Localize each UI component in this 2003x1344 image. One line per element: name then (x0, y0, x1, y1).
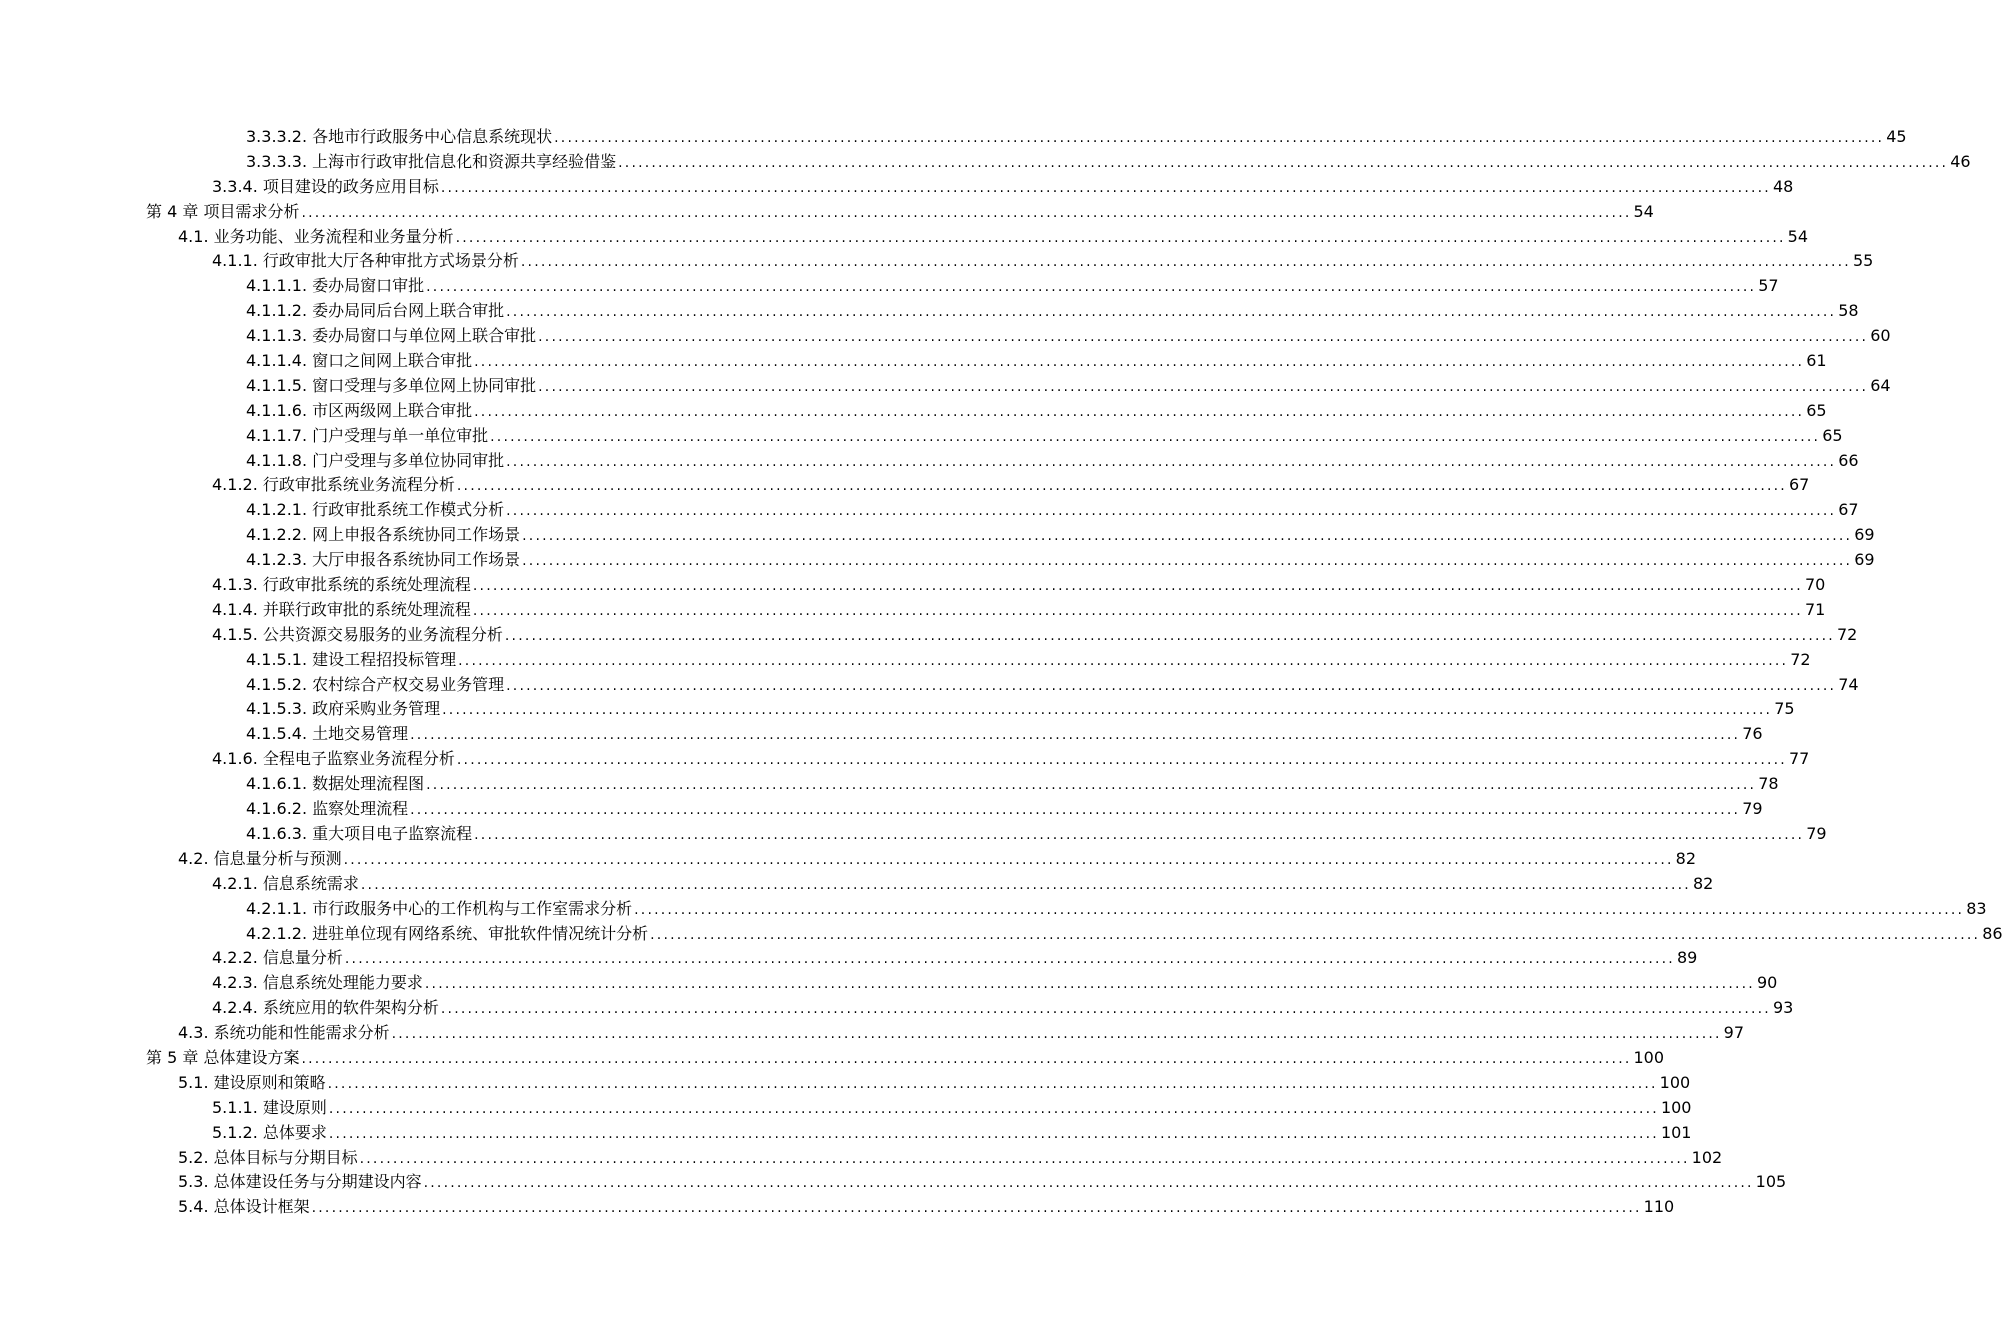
dot-leader: ........................................................................................................................................................................................................ (360, 876, 1691, 893)
dot-leader: ........................................................................................................................................................................................................ (410, 802, 1741, 819)
toc-entry-line (246, 697, 1795, 723)
toc-entry[interactable] (0, 847, 1697, 872)
toc-entry-title: 4.1.6.3. 重大项目电子监察流程 (246, 823, 473, 843)
toc-entry-line (212, 872, 1714, 898)
dot-leader: ........................................................................................................................................................................................................ (343, 851, 1674, 868)
toc-entry-line (246, 648, 1811, 674)
toc-entry[interactable] (0, 1195, 1675, 1220)
toc-entry-line (212, 996, 1794, 1022)
toc-entry-line (178, 1071, 1691, 1097)
dot-leader: ........................................................................................................................................................................................................ (344, 951, 1675, 968)
toc-entry[interactable] (0, 922, 2003, 947)
toc-entry-page-number: 69 (1854, 525, 1875, 545)
toc-entry-line (212, 946, 1698, 972)
toc-entry-title: 5.1.1. 建设原则 (212, 1097, 327, 1117)
toc-entry-page-number: 78 (1758, 774, 1779, 794)
toc-entry-title: 5.1. 建设原则和策略 (178, 1072, 326, 1092)
toc-entry-title: 4.1.5.3. 政府采购业务管理 (246, 699, 441, 719)
dot-leader: ........................................................................................................................................................................................................ (472, 578, 1803, 595)
dot-leader: ........................................................................................................................................................................................................ (538, 378, 1869, 395)
toc-entry-title: 4.1.5.4. 土地交易管理 (246, 724, 409, 744)
dot-leader: ........................................................................................................................................................................................................ (490, 428, 1821, 445)
dot-leader: ........................................................................................................................................................................................................ (424, 976, 1755, 993)
dot-leader: ........................................................................................................................................................................................................ (618, 154, 1949, 171)
toc-entry-page-number: 72 (1836, 624, 1858, 644)
toc-entry-line (212, 598, 1826, 624)
toc-entry-title: 4.1.1.3. 委办局窗口与单位网上联合审批 (246, 326, 537, 346)
toc-entry-title: 3.3.3.2. 各地市行政服务中心信息系统现状 (246, 127, 553, 146)
toc-entry[interactable] (0, 349, 1827, 374)
toc-entry-title: 4.1.6.2. 监察处理流程 (246, 799, 409, 819)
toc-entry-page-number: 72 (1790, 649, 1811, 669)
toc-entry[interactable] (0, 623, 1858, 648)
toc-entry-title: 4.1.1. 行政审批大厅各种审批方式场景分析 (212, 251, 519, 271)
toc-entry-line (178, 847, 1697, 873)
toc-entry-line (246, 399, 1827, 425)
toc-entry-page-number: 66 (1838, 450, 1859, 470)
toc-entry-page-number: 82 (1692, 873, 1714, 893)
toc-entry[interactable] (0, 598, 1826, 623)
toc-entry-line (212, 473, 1810, 499)
toc-entry-line (246, 523, 1875, 549)
toc-entry-page-number: 74 (1838, 674, 1859, 694)
toc-entry[interactable] (0, 200, 1654, 225)
toc-entry-page-number: 57 (1758, 276, 1779, 296)
toc-entry[interactable] (0, 498, 1859, 523)
toc-entry-page-number: 67 (1788, 475, 1810, 495)
toc-entry-page-number: 48 (1772, 176, 1794, 196)
toc-entry[interactable] (0, 996, 1794, 1021)
dot-leader: ........................................................................................................................................................................................................ (359, 1150, 1690, 1167)
toc-entry-line (246, 822, 1827, 848)
toc-entry-page-number: 90 (1756, 973, 1778, 993)
toc-entry-page-number: 102 (1691, 1147, 1723, 1167)
toc-entry-title: 4.1.6. 全程电子监察业务流程分析 (212, 749, 455, 769)
dot-leader: ........................................................................................................................................................................................................ (442, 702, 1773, 719)
toc-entry-line (246, 922, 2003, 948)
toc-entry[interactable] (0, 946, 1698, 971)
toc-entry-title: 5.1.2. 总体要求 (212, 1122, 327, 1142)
toc-entry-title: 4.3. 系统功能和性能需求分析 (178, 1023, 390, 1043)
toc-entry-page-number: 77 (1788, 749, 1810, 769)
toc-entry[interactable] (0, 1121, 1692, 1146)
toc-entry-page-number: 79 (1742, 799, 1763, 819)
toc-entry-title: 4.2.2. 信息量分析 (212, 948, 343, 968)
dot-leader: ........................................................................................................................................................................................................ (456, 478, 1787, 495)
toc-entry[interactable] (0, 249, 1874, 274)
toc-entry-line (212, 1096, 1692, 1122)
dot-leader: ........................................................................................................................................................................................................ (474, 403, 1805, 420)
toc-entry-page-number: 60 (1870, 326, 1891, 346)
toc-entry-page-number: 101 (1660, 1122, 1692, 1142)
toc-entry[interactable] (0, 548, 1875, 573)
toc-entry-line (178, 1146, 1723, 1172)
dot-leader: ........................................................................................................................................................................................................ (504, 627, 1835, 644)
toc-entry-page-number: 86 (1982, 923, 2003, 943)
dot-leader: ........................................................................................................................................................................................................ (456, 752, 1787, 769)
toc-entry-page-number: 79 (1806, 823, 1827, 843)
toc-entry-title: 4.1.2.1. 行政审批系统工作模式分析 (246, 500, 505, 520)
toc-entry[interactable] (0, 747, 1810, 772)
toc-entry-line (246, 299, 1859, 325)
toc-entry[interactable] (0, 573, 1826, 598)
toc-entry[interactable] (0, 673, 1859, 698)
toc-entry[interactable] (0, 449, 1859, 474)
toc-entry-line (246, 349, 1827, 375)
toc-entry[interactable] (0, 822, 1827, 847)
dot-leader: ........................................................................................................................................................................................................ (472, 602, 1803, 619)
toc-entry-page-number: 54 (1787, 226, 1809, 246)
toc-entry-page-number: 76 (1742, 724, 1763, 744)
toc-entry-title: 4.1.2. 行政审批系统业务流程分析 (212, 475, 455, 495)
toc-entry-page-number: 100 (1660, 1097, 1692, 1117)
dot-leader: ........................................................................................................................................................................................................ (522, 553, 1853, 570)
toc-entry-title: 5.4. 总体设计框架 (178, 1197, 310, 1217)
toc-entry-title: 4.1.2.3. 大厅申报各系统协同工作场景 (246, 550, 521, 570)
dot-leader: ........................................................................................................................................................................................................ (474, 826, 1805, 843)
toc-entry-line (246, 125, 1907, 151)
toc-entry-title: 4.1.2.2. 网上申报各系统协同工作场景 (246, 525, 521, 545)
dot-leader: ........................................................................................................................................................................................................ (423, 1175, 1754, 1192)
toc-entry[interactable] (0, 872, 1714, 897)
toc-entry-title: 5.2. 总体目标与分期目标 (178, 1147, 358, 1167)
dot-leader: ........................................................................................................................................................................................................ (311, 1200, 1642, 1217)
toc-entry-page-number: 69 (1854, 550, 1875, 570)
dot-leader: ........................................................................................................................................................................................................ (506, 503, 1837, 520)
toc-entry-page-number: 70 (1804, 575, 1826, 595)
dot-leader: ........................................................................................................................................................................................................ (538, 329, 1869, 346)
toc-entry-page-number: 65 (1806, 400, 1827, 420)
toc-entry-line (246, 274, 1779, 300)
toc-entry[interactable] (0, 797, 1763, 822)
toc-entry-line (146, 200, 1654, 226)
dot-leader: ........................................................................................................................................................................................................ (506, 677, 1837, 694)
toc-entry[interactable] (0, 324, 1891, 349)
dot-leader: ........................................................................................................................................................................................................ (520, 254, 1851, 271)
toc-entry-title: 第 4 章 项目需求分析 (146, 201, 300, 221)
toc-entry-page-number: 75 (1774, 699, 1795, 719)
toc-entry-title: 4.1.1.5. 窗口受理与多单位网上协同审批 (246, 375, 537, 395)
toc-entry-page-number: 89 (1676, 948, 1698, 968)
toc-entry-line (246, 449, 1859, 475)
dot-leader: ........................................................................................................................................................................................................ (426, 777, 1757, 794)
toc-entry[interactable] (0, 1021, 1745, 1046)
toc-entry-title: 3.3.4. 项目建设的政务应用目标 (212, 176, 439, 196)
toc-entry-line (246, 424, 1843, 450)
toc-entry[interactable] (0, 374, 1891, 399)
dot-leader: ........................................................................................................................................................................................................ (327, 1075, 1658, 1092)
toc-entry-line (212, 573, 1826, 599)
toc-entry[interactable] (0, 1170, 1787, 1195)
toc-entry-page-number: 45 (1886, 127, 1907, 146)
toc-entry-page-number: 71 (1804, 599, 1826, 619)
toc-entry-page-number: 58 (1838, 301, 1859, 321)
toc-entry-title: 4.1.5.2. 农村综合产权交易业务管理 (246, 674, 505, 694)
dot-leader: ........................................................................................................................................................................................................ (458, 652, 1789, 669)
toc-entry-page-number: 82 (1675, 848, 1697, 868)
toc-entry-page-number: 83 (1966, 898, 1987, 918)
toc-entry-line (246, 324, 1891, 350)
toc-entry-title: 4.1.1.2. 委办局同后台网上联合审批 (246, 301, 505, 321)
toc-entry-title: 4.2.1. 信息系统需求 (212, 873, 359, 893)
dot-leader: ........................................................................................................................................................................................................ (328, 1100, 1659, 1117)
toc-entry-title: 4.1.5.1. 建设工程招投标管理 (246, 649, 457, 669)
toc-entry-line (246, 772, 1779, 798)
dot-leader: ........................................................................................................................................................................................................ (522, 528, 1853, 545)
toc-entry[interactable] (0, 697, 1795, 722)
toc-entry[interactable] (0, 399, 1827, 424)
toc-entry[interactable] (0, 274, 1779, 299)
toc-entry-page-number: 105 (1755, 1172, 1787, 1192)
toc-entry-title: 4.1.5. 公共资源交易服务的业务流程分析 (212, 624, 503, 644)
toc-entry-line (246, 374, 1891, 400)
toc-entry-line (246, 150, 1971, 176)
toc-entry-line (212, 623, 1858, 649)
toc-entry[interactable] (0, 1096, 1692, 1121)
toc-entry-line (146, 1046, 1665, 1072)
dot-leader: ........................................................................................................................................................................................................ (506, 304, 1837, 321)
dot-leader: ........................................................................................................................................................................................................ (440, 1001, 1771, 1018)
toc-entry-line (178, 225, 1809, 251)
toc-entry-page-number: 67 (1838, 500, 1859, 520)
toc-entry[interactable] (0, 424, 1843, 449)
toc-entry[interactable] (0, 1146, 1723, 1171)
toc-entry-title: 4.1. 业务功能、业务流程和业务量分析 (178, 226, 454, 246)
toc-entry-page-number: 64 (1870, 375, 1891, 395)
toc-entry-line (212, 971, 1778, 997)
toc-entry-page-number: 55 (1852, 251, 1874, 271)
toc-entry-title: 4.1.1.8. 门户受理与多单位协同审批 (246, 450, 505, 470)
toc-entry[interactable] (0, 299, 1859, 324)
dot-leader: ........................................................................................................................................................................................................ (506, 453, 1837, 470)
dot-leader: ........................................................................................................................................................................................................ (650, 926, 1981, 943)
toc-entry-page-number: 97 (1723, 1023, 1745, 1043)
toc-entry[interactable] (0, 971, 1778, 996)
toc-entry-line (246, 722, 1763, 748)
dot-leader: ........................................................................................................................................................................................................ (391, 1026, 1722, 1043)
dot-leader: ........................................................................................................................................................................................................ (474, 354, 1805, 371)
toc-entry-title: 4.1.1.1. 委办局窗口审批 (246, 276, 425, 296)
dot-leader: ........................................................................................................................................................................................................ (301, 204, 1632, 221)
toc-entry[interactable] (0, 225, 1809, 250)
toc-entry-title: 第 5 章 总体建设方案 (146, 1047, 300, 1067)
toc-entry[interactable] (0, 722, 1763, 747)
toc-entry-page-number: 65 (1822, 425, 1843, 445)
toc-entry-line (212, 249, 1874, 275)
table-of-contents (0, 125, 2003, 1220)
toc-entry-page-number: 100 (1633, 1047, 1665, 1067)
toc-entry-line (212, 1121, 1692, 1147)
toc-entry-title: 4.2.1.2. 进驻单位现有网络系统、审批软件情况统计分析 (246, 923, 649, 943)
toc-entry-line (178, 1195, 1675, 1221)
toc-entry-page-number: 61 (1806, 351, 1827, 371)
toc-entry-title: 4.2.4. 系统应用的软件架构分析 (212, 998, 439, 1018)
toc-entry[interactable] (0, 150, 1971, 175)
toc-entry[interactable] (0, 175, 1794, 200)
toc-entry-title: 4.2.1.1. 市行政服务中心的工作机构与工作室需求分析 (246, 898, 633, 918)
toc-entry-line (178, 1170, 1787, 1196)
toc-entry-title: 4.1.3. 行政审批系统的系统处理流程 (212, 575, 471, 595)
toc-entry[interactable] (0, 125, 1907, 150)
toc-entry-title: 4.2. 信息量分析与预测 (178, 848, 342, 868)
toc-entry-title: 4.1.4. 并联行政审批的系统处理流程 (212, 599, 471, 619)
toc-entry-line (246, 498, 1859, 524)
dot-leader: ........................................................................................................................................................................................................ (301, 1050, 1632, 1067)
toc-entry-title: 4.1.6.1. 数据处理流程图 (246, 774, 425, 794)
dot-leader: ........................................................................................................................................................................................................ (455, 229, 1786, 246)
toc-entry-title: 5.3. 总体建设任务与分期建设内容 (178, 1172, 422, 1192)
toc-entry-line (246, 673, 1859, 699)
toc-entry-line (246, 548, 1875, 574)
toc-entry-title: 4.1.1.4. 窗口之间网上联合审批 (246, 351, 473, 371)
toc-entry[interactable] (0, 1046, 1665, 1071)
toc-entry[interactable] (0, 897, 1987, 922)
toc-entry-title: 4.2.3. 信息系统处理能力要求 (212, 973, 423, 993)
toc-entry-line (212, 175, 1794, 201)
toc-entry-page-number: 54 (1633, 201, 1654, 221)
toc-entry-page-number: 110 (1643, 1197, 1675, 1217)
toc-entry-page-number: 46 (1950, 151, 1971, 171)
toc-entry[interactable] (0, 1071, 1691, 1096)
toc-entry-title: 4.1.1.7. 门户受理与单一单位审批 (246, 425, 489, 445)
toc-entry-page-number: 100 (1659, 1072, 1691, 1092)
toc-entry-line (178, 1021, 1745, 1047)
toc-entry-line (246, 897, 1987, 923)
toc-entry[interactable] (0, 473, 1810, 498)
dot-leader: ........................................................................................................................................................................................................ (410, 727, 1741, 744)
toc-entry-page-number: 93 (1772, 998, 1794, 1018)
dot-leader: ........................................................................................................................................................................................................ (328, 1125, 1659, 1142)
toc-entry[interactable] (0, 648, 1811, 673)
toc-entry[interactable] (0, 523, 1875, 548)
dot-leader: ........................................................................................................................................................................................................ (440, 179, 1771, 196)
toc-entry-line (246, 797, 1763, 823)
dot-leader: ........................................................................................................................................................................................................ (426, 279, 1757, 296)
dot-leader: ........................................................................................................................................................................................................ (554, 130, 1885, 146)
toc-entry[interactable] (0, 772, 1779, 797)
toc-entry-line (212, 747, 1810, 773)
toc-entry-title: 4.1.1.6. 市区两级网上联合审批 (246, 400, 473, 420)
toc-entry-title: 3.3.3.3. 上海市行政审批信息化和资源共享经验借鉴 (246, 151, 617, 171)
dot-leader: ........................................................................................................................................................................................................ (634, 901, 1965, 918)
